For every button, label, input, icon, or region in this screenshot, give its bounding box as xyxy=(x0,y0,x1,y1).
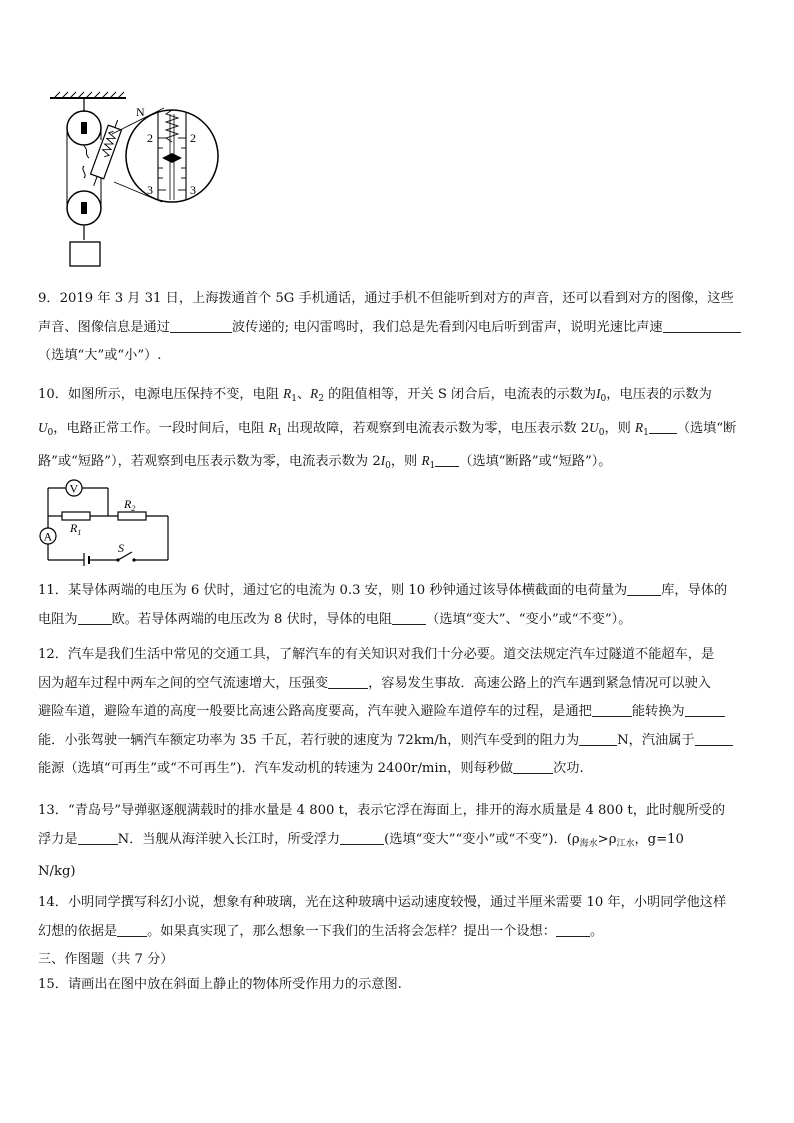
question-11: 11．某导体两端的电压为 6 伏时，通过它的电流为 0.3 安，则 10 秒钟通过该导体横截面的电荷量为 库，导体的 电阻为 欧。若导体两端的电压改为 8 伏时，导体的电阻 （选填“变大”、“变小”或“不变”）。 xyxy=(38,583,728,627)
answer-blank[interactable] xyxy=(695,732,733,746)
question-number: 9． xyxy=(38,291,60,306)
question-number: 10． xyxy=(38,387,68,402)
ammeter-label: A xyxy=(43,529,53,544)
svg-text:R1: $R_1$ xyxy=(70,521,82,537)
question-15: 15．请画出在图中放在斜面上静止的物体所受作用力的示意图. xyxy=(38,977,402,992)
answer-blank[interactable] xyxy=(117,922,147,936)
svg-text:R2: $R_2$ xyxy=(124,497,136,513)
newton-unit-label: N xyxy=(136,105,145,119)
answer-blank[interactable] xyxy=(685,703,725,717)
scale-tick-2-right: 2 xyxy=(190,131,196,145)
scale-tick-3-left: 3 xyxy=(147,183,153,197)
answer-blank[interactable] xyxy=(556,922,590,936)
answer-blank[interactable] xyxy=(328,674,368,688)
answer-blank[interactable] xyxy=(392,610,426,624)
question-number: 12． xyxy=(38,647,68,662)
resistor-r2-label: R xyxy=(124,497,132,511)
question-14: 14．小明同学撰写科幻小说，想象有种玻璃，光在这种玻璃中运动速度较慢，通过半厘米需要 10 年，小明同学他这样 幻想的依据是 。如果真实现了，那么想象一下我们的生活将会怎样？提出一个设想： 。 xyxy=(38,895,727,939)
question-13: 13．“青岛号”导弹驱逐舰满载时的排水量是 4 800 t，表示它浮在海面上，排开的海水质量是 4 800 t，此时舰所受的 浮力是 N．当舰从海洋驶入长江时，所受浮力 (选填“变大”“变小”或“不变”)．($\rho_{海水}>\rho_{江水}$，g=10 N/kg) xyxy=(38,803,726,880)
voltmeter-label: V xyxy=(69,481,79,496)
switch-label: S xyxy=(118,541,124,555)
scale-tick-3-right: 3 xyxy=(190,183,196,197)
circuit-figure xyxy=(34,474,174,566)
pulley-figure xyxy=(44,90,224,272)
question-number: 11． xyxy=(38,583,68,598)
scale-tick-2-left: 2 xyxy=(147,131,153,145)
answer-blank[interactable] xyxy=(627,582,661,596)
resistor-r1-label: R xyxy=(70,521,78,535)
section-heading: 三、作图题（共 7 分） xyxy=(38,952,174,967)
answer-blank[interactable] xyxy=(435,453,459,467)
answer-blank[interactable] xyxy=(170,318,232,332)
answer-blank[interactable] xyxy=(340,830,384,844)
answer-blank[interactable] xyxy=(592,703,632,717)
answer-blank[interactable] xyxy=(78,610,112,624)
answer-blank[interactable] xyxy=(649,419,677,433)
answer-blank[interactable] xyxy=(78,830,118,844)
question-number: 14． xyxy=(38,895,68,910)
question-number: 15． xyxy=(38,977,68,992)
answer-blank[interactable] xyxy=(579,732,617,746)
question-10: 10．如图所示，电源电压保持不变，电阻 $R_1$、$R_2$ 的阻值相等，开关 S 闭合后，电流表的示数为$I_0$，电压表的示数为 $U_0$，电路正常工作。一段时间后，电阻 $R_1$ 出现故障，若观察到电流表示数为零，电压表示数 $2U_0$，则 $R_1$ （选填“断 路”或“短路”），若观察到电压表示数为零，电流表示数为 $2I_0$，则 $R_1$ （选填“断路”或“短路”）。 xyxy=(38,386,737,472)
answer-blank[interactable] xyxy=(513,760,553,774)
answer-blank[interactable] xyxy=(663,318,741,332)
question-number: 13． xyxy=(38,803,68,818)
question-9: 9．2019 年 3 月 31 日，上海拨通首个 5G 手机通话，通过手机不但能听到对方的声音，还可以看到对方的图像，这些 声音、图像信息是通过 波传递的; 电闪雷鸣时，我们总是先看到闪电后听到雷声，说明光速比声速 （选填“大”或“小”）. xyxy=(38,285,760,371)
question-12: 12．汽车是我们生活中常见的交通工具，了解汽车的有关知识对我们十分必要。道交法规定汽车过隧道不能超车，是 因为超车过程中两车之间的空气流速增大，压强变 ，容易发生事故．高速公路上的汽车遇到紧急情况可以驶入 避险车道，避险车道的高度一般要比高速公路高度要高，汽车驶入避险车道停车的过程，是通把 能转换为 能．小张驾驶一辆汽车额定功率为 35 千瓦，若行驶的速度为 72km/h，则汽车受到的阻力为 N，汽油属于 能源（选填“可再生”或“不可再生”)．汽车发动机的转速为 2400r/min，则每秒做 次功. xyxy=(38,641,760,784)
